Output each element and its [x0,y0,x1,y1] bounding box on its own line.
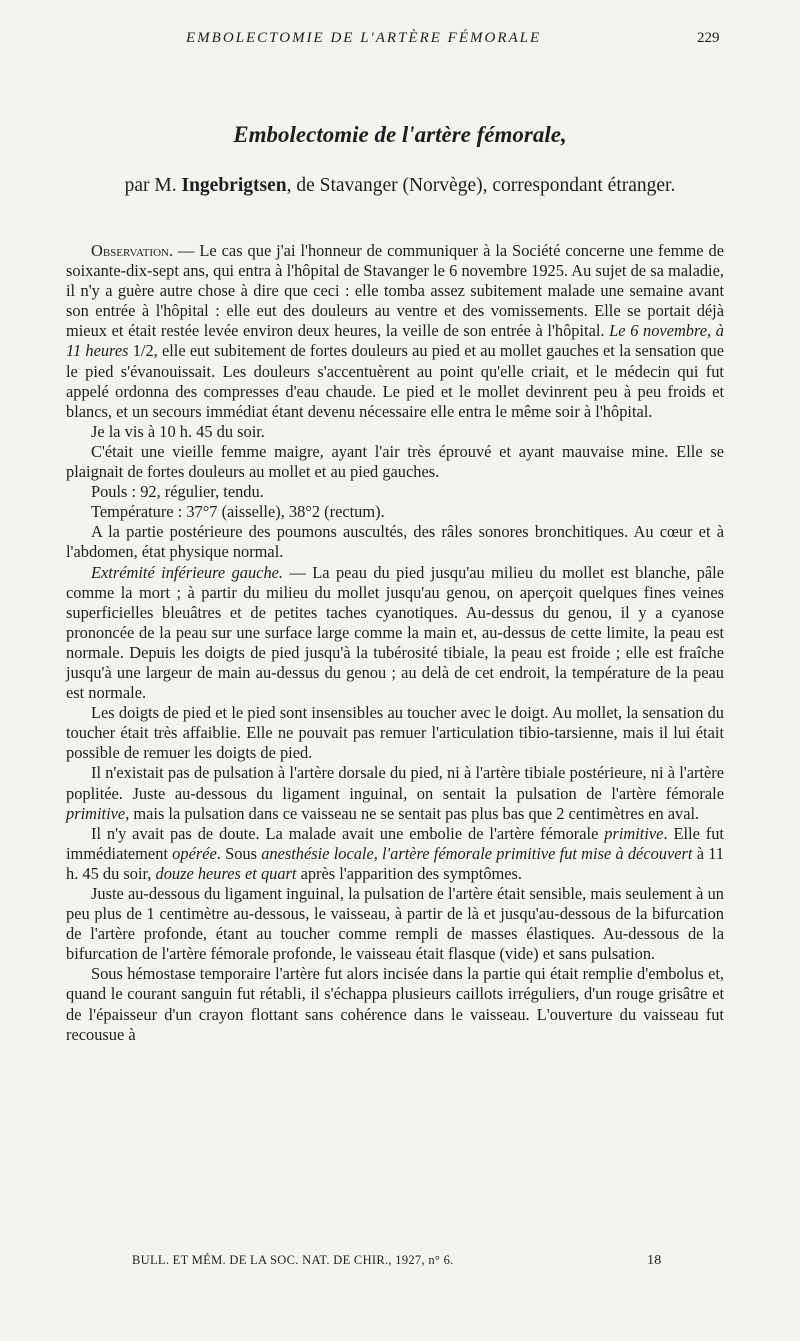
italic-text: opérée [172,843,217,863]
paragraph-incision: Sous hémostase temporaire l'artère fut alors incisée dans la partie qui était remplie d'embolus et, quand le courant sanguin fut rétabli, il s'échappa plusieurs caillots irréguliers, d'un rouge grisâtre et de l'épaisseur d'un crayon flottant sans cohérence dans le vaisseau. L'ouverture du vaisseau fut recousue à [66,964,724,1044]
paragraph-sensation: Les doigts de pied et le pied sont insensibles au toucher avec le doigt. Au mollet, la sensation du toucher était très affaiblie. Elle ne pouvait pas remuer l'articulation tibio-tarsienne, mais il lui était possible de remuer les doigts de pied. [66,703,724,763]
page-number: 229 [697,30,720,46]
paragraph-temperature: Température : 37°7 (aisselle), 38°2 (rectum). [91,502,385,522]
paragraph-text: 1/2, elle eut subitement de fortes douleurs au pied et au mollet gauches et la sensation que le pied s'évanouissait. Les douleurs s'accentuèrent au point qu'elle criait, et le médecin qui fut appelé ordonna des compresses d'eau chaude. Le pied et le mollet devinrent peu à peu froids et blancs, et un secours immédiat étant devenu nécessaire elle entra le même soir à l'hôpital. [66,341,724,421]
paragraph-text: . Elle fut immédiatement [66,823,724,863]
page-footer [0,1253,800,1273]
article-body [66,241,724,1045]
sheet-number: 18 [647,1253,662,1268]
paragraph-left-limb [66,563,724,704]
byline [0,175,800,197]
author-name: Ingebrigtsen [181,175,287,196]
paragraph-visit: Je la vis à 10 h. 45 du soir. [91,421,265,441]
italic-text: anesthésie locale, l'artère fémorale primitive fut mise à découvert [261,843,693,863]
italic-text: Le 6 novembre, à 11 heures [66,321,724,361]
paragraph-text: — La peau du pied jusqu'au milieu du mollet est blanche, pâle comme la mort ; à partir du milieu du mollet jusqu'au genou, on aperçoit quelques fines veines superficielles bleuâtres et de petites taches cyanotiques. Au-dessus du genou, il y a cyanose prononcée de la peau sur une surface large comme la main et, au-dessus de cette limite, la peau est normale. Depuis les doigts de pied jusqu'à la tubérosité tibiale, la peau est froide ; elle est fraîche jusqu'à une largeur de main au-dessus du genou ; au delà de cet endroit, la température de la peau est normale. [66,562,724,703]
italic-text: Extrémité inférieure gauche. [91,562,284,582]
paragraph-text: . Sous [216,843,262,863]
paragraph-text: , mais la pulsation dans ce vaisseau ne se sentait pas plus bas que 2 centimètres en aval. [125,803,700,823]
byline-prefix: par M. [124,175,182,196]
running-title: EMBOLECTOMIE DE L'ARTÈRE FÉMORALE [186,30,542,46]
paragraph-pulsation [66,763,724,823]
article-title: Embolectomie de l'artère fémorale, [233,122,567,147]
paragraph-description: C'était une vieille femme maigre, ayant l'air très éprouvé et ayant mauvaise mine. Elle se plaignait de fortes douleurs au mollet et au pied gauches. [66,441,724,482]
italic-text: douze heures et quart [155,863,297,883]
italic-text: primitive [604,823,664,843]
paragraph-text: — Le cas que j'ai l'honneur de communiquer à la Société concerne une femme de soixante-dix-sept ans, qui entra à l'hôpital de Stavanger le 6 novembre 1925. Au sujet de sa maladie, il n'y a guère autre chose à dire que ceci : elle tomba assez subitement malade une semaine avant son entrée à l'hôpital : elle eut des douleurs au ventre et des vomissements. Elle se portait déjà mieux et était restée levée environ deux heures, la veille de son entrée à l'hôpital. [66,241,724,341]
journal-reference: BULL. ET MÉM. DE LA SOC. NAT. DE CHIR., 1927, n° 6. [132,1253,454,1267]
paragraph-pulse: Pouls : 92, régulier, tendu. [91,482,264,502]
running-header [0,30,800,50]
paragraph-diagnosis [66,824,724,884]
paragraph-text: Il n'existait pas de pulsation à l'artère dorsale du pied, ni à l'artère tibiale postérieure, ni à l'artère poplitée. Juste au-dessous du ligament inguinal, on sentait la pulsation de l'artère fémorale [66,763,724,803]
observation-label: Observation. [91,241,174,260]
paragraph-operation-findings: Juste au-dessous du ligament inguinal, la pulsation de l'artère était sensible, mais seulement à un peu plus de 1 centimètre au-dessous, le vaisseau, à partir de là et jusqu'au-dessous de la bifurcation de l'artère profonde, étant au toucher comme rempli de masses élastiques. Au-dessous de la bifurcation de l'artère fémorale profonde, le vaisseau était flasque (vide) et sans pulsation. [66,884,724,964]
paragraph-lungs: A la partie postérieure des poumons auscultés, des râles sonores bronchitiques. Au cœur et à l'abdomen, état physique normal. [66,522,724,562]
paragraph-text: à 11 h. 45 du soir, [66,843,724,883]
paragraph-text: après l'apparition des symptômes. [296,863,523,883]
paragraph-observation [66,241,724,422]
paragraph-text: Il n'y avait pas de doute. La malade avait une embolie de l'artère fémorale [91,823,605,843]
italic-text: primitive [66,803,126,823]
byline-suffix: , de Stavanger (Norvège), correspondant étranger. [286,175,676,196]
